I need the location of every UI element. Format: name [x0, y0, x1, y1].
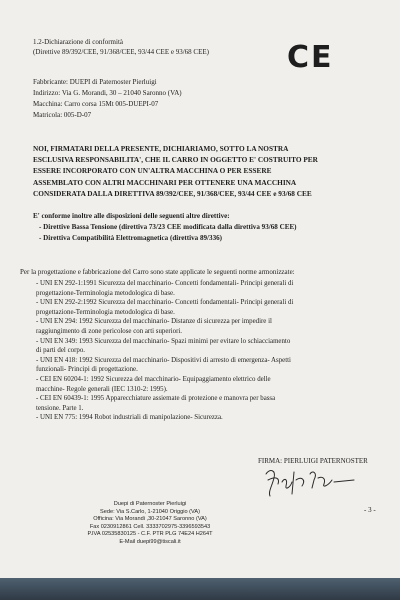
norm-line: di parti del corpo.: [36, 347, 85, 355]
declaration-block: [33, 143, 318, 199]
footer-line: Sede: Via S.Carlo, 1-21040 Origgio (VA): [100, 508, 200, 515]
handwritten-signature: [262, 466, 362, 500]
footer-line: Fax 0230912861 Cell. 3333702975-3396593543: [89, 523, 211, 530]
manufacturer-line: Fabbricante: DUEPI di Paternoster Pierluigi: [33, 78, 157, 86]
norm-line: - CEI EN 60204-1: 1992 Sicurezza del macchinario- Equipaggiamento elettrico delle: [36, 375, 271, 383]
declaration-line: ESSERE INCORPORATO CON UN'ALTRA MACCHINA O PER ESSERE: [33, 166, 272, 176]
norms-list: [36, 279, 293, 423]
footer-line: Officina: Via Morandi ,30-21047 Saronno (VA): [93, 516, 207, 523]
norm-line: - UNI EN 292-2:1992 Sicurezza del macchinario- Concetti fondamentali- Principi generali di: [36, 299, 294, 307]
norm-line: macchine- Regole generali (IEC 1310-2: 1995).: [36, 385, 168, 393]
norm-line: - UNI EN 418: 1992 Sicurezza del macchinario- Dispositivi di arresto di emergenza- Aspetti: [36, 356, 291, 364]
norm-line: progettazione-Terminologia metodologica di base.: [36, 289, 175, 297]
letterhead-footer: [80, 501, 220, 547]
signature-label: FIRMA: PIERLUIGI PATERNOSTER: [258, 457, 368, 465]
norm-line: tensione. Parte 1.: [36, 404, 84, 412]
footer-line: Duepi di Paternoster Pierluigi: [113, 501, 187, 507]
norm-line: progettazione-Terminologia metodologica di base.: [36, 308, 175, 316]
declaration-line: CONSIDERATA DALLA DIRETTIVA 89/392/CEE, 91/368/CEE, 93/44 CEE e 93/68 CEE: [33, 188, 312, 198]
binder-background: [0, 578, 400, 600]
norm-line: - UNI EN 292-1:1991 Sicurezza del macchinario- Concetti fondamentali- Principi generali di: [36, 280, 294, 287]
footer-line: E-Mail duepi99@tiscali.it: [119, 538, 181, 545]
section-header: [33, 37, 209, 57]
declaration-line: ESCLUSIVA RESPONSABILITA', CHE IL CARRO IN OGGETTO E' COSTRUITO PER: [33, 155, 318, 165]
footer-line: P.IVA 02535830125 - C.F. PTR PLG 74E24 H264T: [87, 531, 213, 538]
norm-line: - UNI EN 349: 1993 Sicurezza del macchinario- Spazi minimi per evitare lo schiacciamento: [36, 337, 291, 345]
norm-line: - UNI EN 775: 1994 Robot industriali di manipolazione- Sicurezza.: [36, 414, 223, 422]
machine-line: Macchina: Carro corsa 15Mt 005-DUEPI-07: [33, 100, 159, 108]
norm-line: raggiungimento di zone pericolose con arti superiori.: [36, 327, 182, 335]
conformity-item: - Direttiva Compatibilità Elettromagnetica (direttiva 89/336): [33, 233, 297, 244]
conformity-heading: E' conforme inoltre alle disposizioni delle seguenti altre direttive:: [33, 212, 230, 220]
section-directives: (Direttive 89/392/CEE, 91/368/CEE, 93/44 CEE e 93/68 CEE): [33, 48, 209, 56]
address-line: Indirizzo: Via G. Morandi, 30 – 21040 Saronno (VA): [33, 89, 182, 97]
norm-line: - UNI EN 294: 1992 Sicurezza del macchinario- Distanze di sicurezza per impedire il: [36, 318, 272, 326]
ce-mark-logo: CE: [287, 40, 334, 75]
section-title: 1.2-Dichiarazione di conformità: [33, 38, 123, 46]
declaration-line: ASSEMBLATO CON ALTRI MACCHINARI PER OTTENERE UNA MACCHINA: [33, 177, 297, 187]
conformity-item: - Direttive Bassa Tensione (direttiva 73/23 CEE modificata dalla direttiva 93/68 CEE): [33, 222, 297, 233]
product-info: [33, 77, 182, 121]
norm-line: funzionali- Principi di progettazione.: [36, 366, 138, 374]
norms-intro: Per la progettazione e fabbricazione del Carro sono state applicate le seguenti norme armonizzate:: [20, 268, 295, 276]
declaration-line: NOI, FIRMATARI DELLA PRESENTE, DICHIARIAMO, SOTTO LA NOSTRA: [33, 144, 289, 153]
conformity-block: [33, 211, 297, 243]
page-number: - 3 -: [364, 506, 376, 514]
serial-line: Matricola: 005-D-07: [33, 111, 92, 119]
norm-line: - CEI EN 60439-1: 1995 Apparecchiature assiemate di protezione e manovra per bassa: [36, 395, 276, 403]
